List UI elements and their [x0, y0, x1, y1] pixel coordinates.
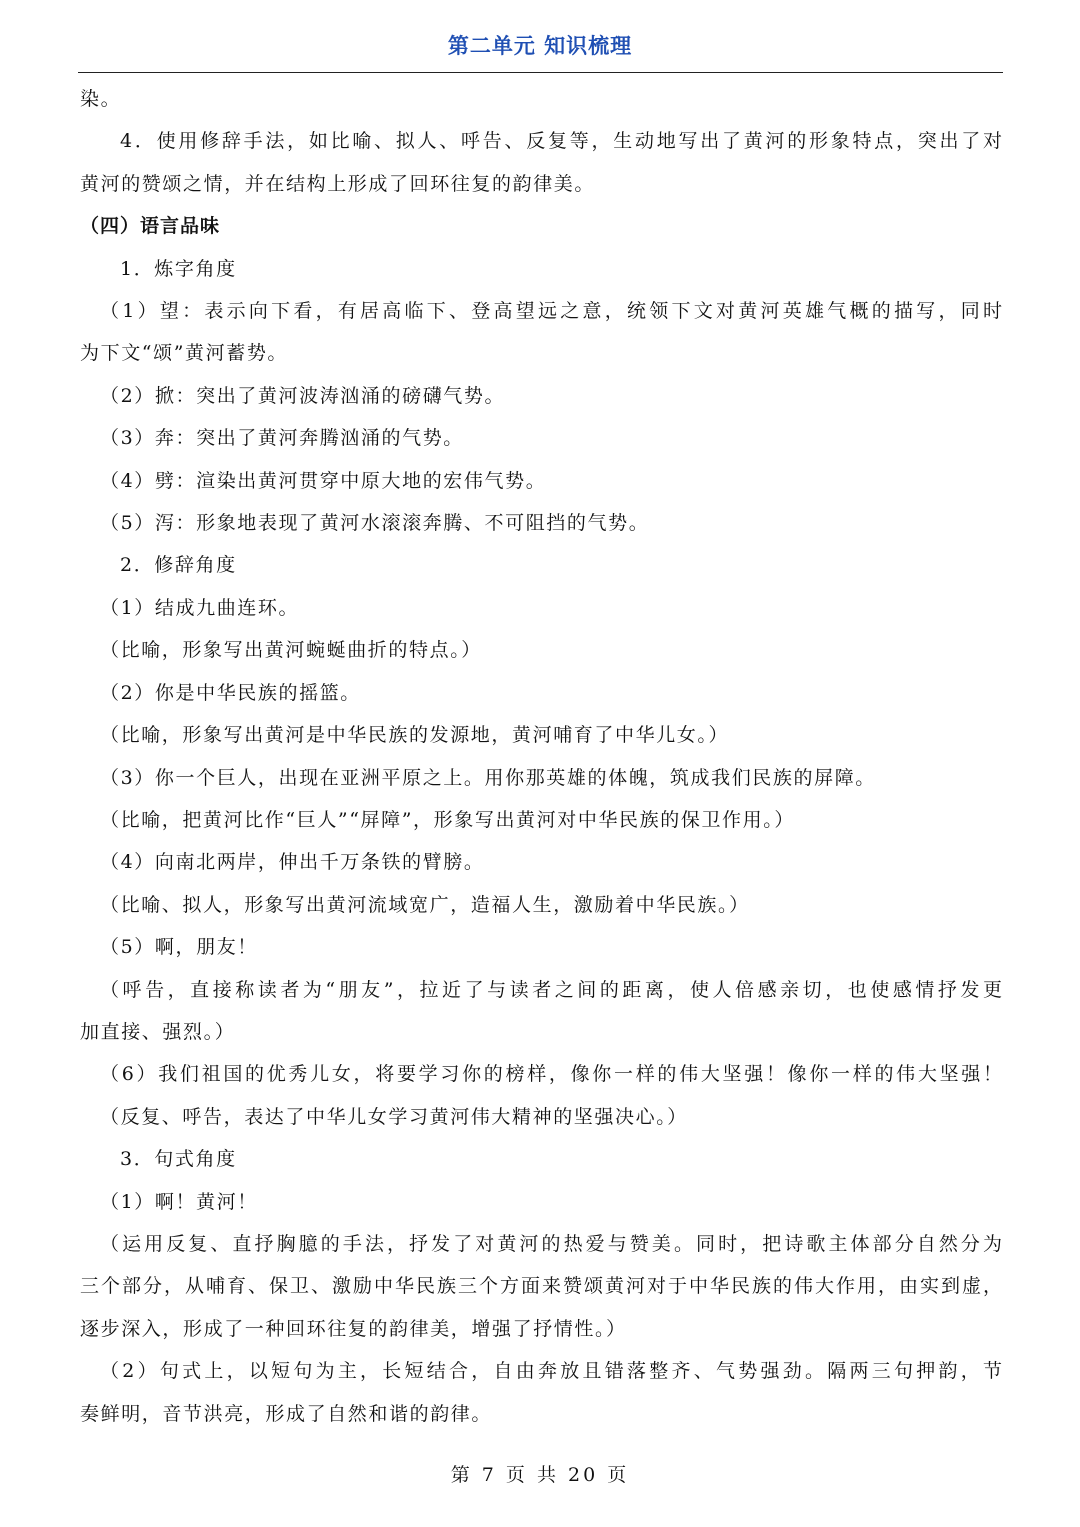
sentence-1-note-line-2: 三个部分，从哺育、保卫、激励中华民族三个方面来赞颂黄河对于中华民族的伟大作用，由实到虚， — [80, 1275, 1002, 1298]
item-4: （4）劈：渲染出黄河贯穿中原大地的宏伟气势。 — [100, 469, 547, 492]
rhetoric-3: （3）你一个巨人，出现在亚洲平原之上。用你那英雄的体魄，筑成我们民族的屏障。 — [100, 766, 876, 789]
rhetoric-4: （4）向南北两岸，伸出千万条铁的臂膀。 — [100, 851, 485, 874]
page-header-title: 第二单元 知识梳理 — [447, 34, 633, 58]
rhetoric-3-note: （比喻，把黄河比作“巨人”“屏障”，形象写出黄河对中华民族的保卫作用。） — [100, 808, 795, 831]
subheading-sentence: 3．句式角度 — [120, 1148, 237, 1171]
sentence-1-note-line-1: （运用反复、直抒胸臆的手法，抒发了对黄河的热爱与赞美。同时，把诗歌主体部分自然分为 — [100, 1232, 1002, 1255]
sentence-2-line-2: 奏鲜明，音节洪亮，形成了自然和谐的韵律。 — [80, 1402, 493, 1425]
item-3: （3）奔：突出了黄河奔腾汹涌的气势。 — [100, 427, 464, 450]
rhetoric-6: （6）我们祖国的优秀儿女，将要学习你的榜样，像你一样的伟大坚强！像你一样的伟大坚强！ — [100, 1063, 1002, 1086]
header-divider — [78, 72, 1003, 73]
point-4-line-1: 4．使用修辞手法，如比喻、拟人、呼告、反复等，生动地写出了黄河的形象特点，突出了对 — [120, 130, 1002, 153]
rhetoric-5: （5）啊，朋友！ — [100, 936, 258, 959]
item-1-line-2: 为下文“颂”黄河蓄势。 — [80, 342, 289, 365]
subheading-rhetoric: 2．修辞角度 — [120, 554, 237, 577]
rhetoric-2-note: （比喻，形象写出黄河是中华民族的发源地，黄河哺育了中华儿女。） — [100, 724, 730, 747]
sentence-1-note-line-3: 逐步深入，形成了一种回环往复的韵律美，增强了抒情性。） — [80, 1317, 627, 1340]
item-1-line-1: （1）望：表示向下看，有居高临下、登高望远之意，统领下文对黄河英雄气概的描写，同时 — [100, 300, 1002, 323]
sentence-2-line-1: （2）句式上，以短句为主，长短结合，自由奔放且错落整齐、气势强劲。隔两三句押韵，节 — [100, 1360, 1002, 1383]
rhetoric-1: （1）结成九曲连环。 — [100, 596, 300, 619]
item-2: （2）掀：突出了黄河波涛汹涌的磅礴气势。 — [100, 384, 506, 407]
item-5: （5）泻：形象地表现了黄河水滚滚奔腾、不可阻挡的气势。 — [100, 512, 650, 535]
rhetoric-4-note: （比喻、拟人，形象写出黄河流域宽广，造福人生，激励着中华民族。） — [100, 893, 750, 916]
rhetoric-5-note-line-1: （呼告，直接称读者为“朋友”，拉近了与读者之间的距离，使人倍感亲切，也使感情抒发更 — [100, 978, 1002, 1001]
section-heading-language: （四）语言品味 — [80, 215, 221, 238]
text-line: 染。 — [80, 88, 122, 110]
rhetoric-2: （2）你是中华民族的摇篮。 — [100, 681, 361, 704]
rhetoric-1-note: （比喻，形象写出黄河蜿蜒曲折的特点。） — [100, 639, 482, 662]
page-number: 第 7 页 共 20 页 — [450, 1464, 630, 1486]
rhetoric-5-note-line-2: 加直接、强烈。） — [80, 1020, 236, 1043]
rhetoric-6-note: （反复、呼告，表达了中华儿女学习黄河伟大精神的坚强决心。） — [100, 1105, 688, 1128]
document-body — [80, 78, 1002, 1435]
sentence-1: （1）啊！黄河！ — [100, 1190, 258, 1213]
point-4-line-2: 黄河的赞颂之情，并在结构上形成了回环往复的韵律美。 — [80, 172, 596, 195]
subheading-word-choice: 1．炼字角度 — [120, 257, 237, 280]
